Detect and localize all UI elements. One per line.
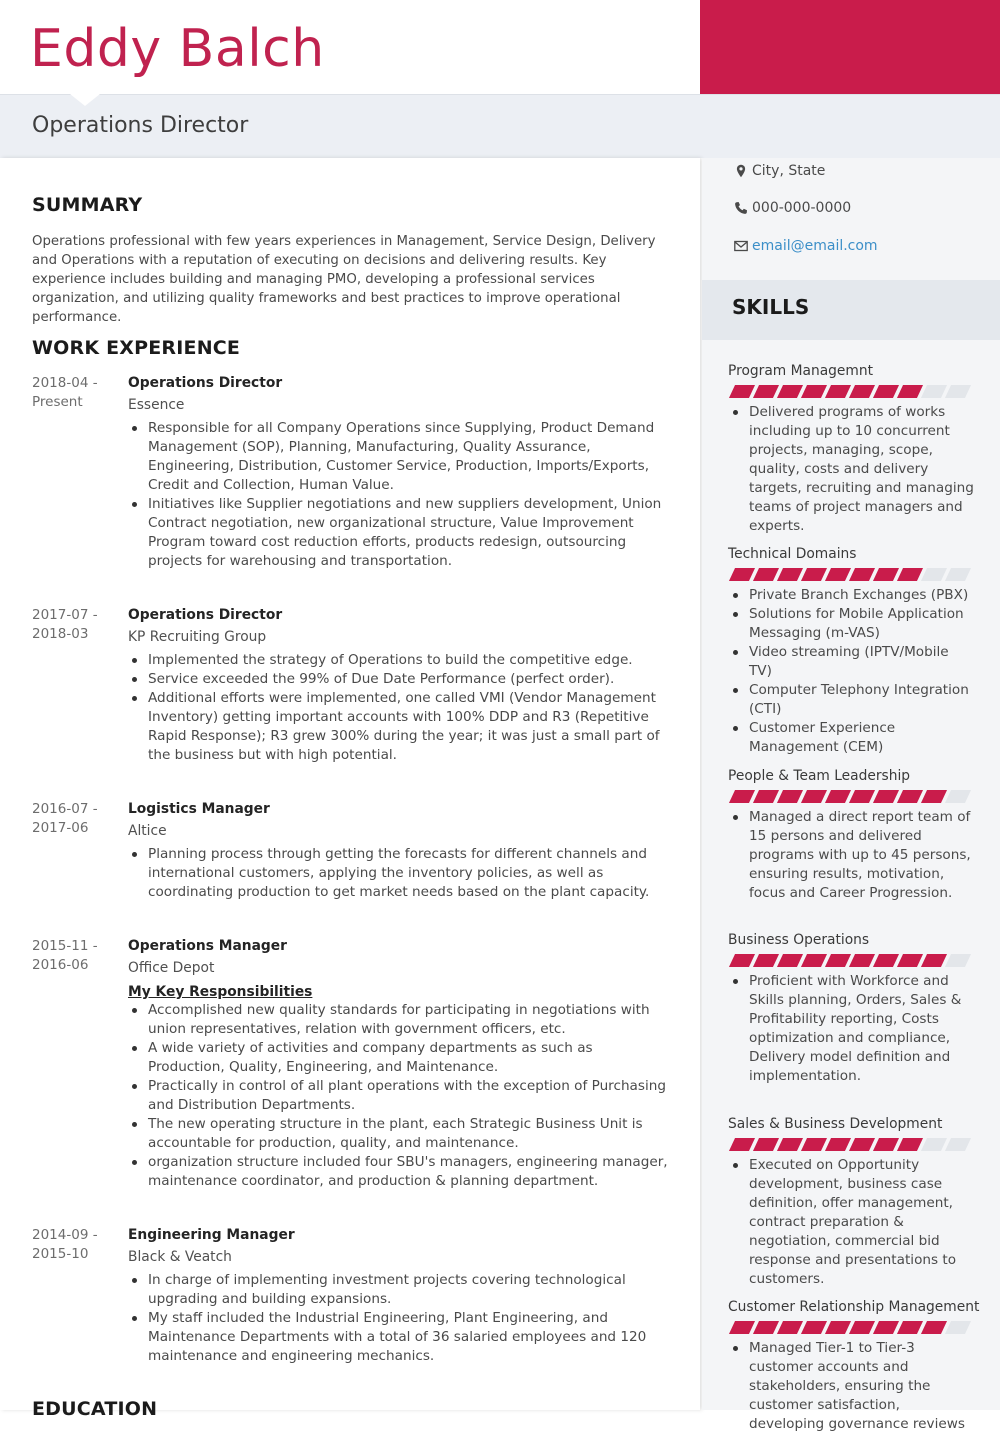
skill-segment-filled (873, 385, 899, 398)
skill-bullet: Managed Tier-1 to Tier-3 customer accounts and stakeholders, ensuring the customer satisfaction, developing governance reviews (749, 1339, 975, 1434)
skill-segment-filled (921, 790, 947, 803)
job-bullets (148, 651, 670, 765)
job-company: Altice (128, 823, 167, 839)
skill-segment-filled (801, 1138, 827, 1151)
skill-segment-filled (729, 568, 755, 581)
skill-segment-filled (777, 1138, 803, 1151)
skill-rating-bar (728, 1321, 972, 1335)
skill-segment-filled (921, 954, 947, 967)
job-bullet: Responsible for all Company Operations since Supplying, Product Demand Management (SOP), Planning, Manufacturing, Quality Assurance, Engineering, Distribution, Customer Service, Production, Imports/Exports, Credit and Collection, Human Value. (148, 419, 670, 495)
job-bullet: Additional efforts were implemented, one called VMI (Vendor Management Inventory) getting important accounts with 100% DDP and R3 (Repetitive Rapid Response); R3 grew 300% during the year; it was just a small part of the business but with high potential. (148, 689, 670, 765)
header-accent-block (700, 0, 1000, 94)
skill-segment-filled (873, 1321, 899, 1334)
skill-segment-filled (873, 790, 899, 803)
job-company: Essence (128, 397, 185, 413)
skill-rating-bar (728, 790, 972, 804)
job-dates: 2017-07 - 2018-03 (32, 607, 98, 642)
job-bullet: Planning process through getting the forecasts for different channels and international customers, applying the inventory policies, as well as coordinating production to get market needs based on the plant capacity. (148, 845, 670, 902)
skill-segment-filled (825, 1138, 851, 1151)
skill-bullet: Customer Experience Management (CEM) (749, 719, 975, 757)
job-bullet: In charge of implementing investment projects covering technological upgrading and building expansions. (148, 1271, 670, 1309)
skill-entry (728, 767, 996, 903)
job-bullet: A wide variety of activities and company departments as such as Production, Quality, Engineering, and Maintenance. (148, 1039, 670, 1077)
skill-segment-filled (897, 568, 923, 581)
skill-segment-filled (777, 954, 803, 967)
candidate-name: Eddy Balch (30, 19, 325, 79)
job-dates: 2018-04 - Present (32, 375, 98, 410)
job-bullets (148, 1001, 670, 1191)
skill-segment-filled (873, 568, 899, 581)
work-experience-heading: WORK EXPERIENCE (32, 337, 241, 359)
summary-heading: SUMMARY (32, 194, 143, 216)
skill-entry (728, 362, 996, 536)
sidebar (702, 158, 1000, 1432)
job-bullet: Accomplished new quality standards for participating in negotiations with union representatives, relation with government officers, etc. (148, 1001, 670, 1039)
job-company: Black & Veatch (128, 1249, 232, 1265)
envelope-icon (734, 239, 748, 253)
skill-bullets (749, 1339, 975, 1434)
phone-icon (734, 201, 748, 215)
skill-bullet: Private Branch Exchanges (PBX) (749, 586, 975, 605)
skill-segment-filled (801, 568, 827, 581)
skill-segment-filled (729, 790, 755, 803)
skill-segment-filled (849, 1321, 875, 1334)
skill-segment-filled (825, 790, 851, 803)
job-bullet: Implemented the strategy of Operations to build the competitive edge. (148, 651, 670, 670)
summary-text: Operations professional with few years experiences in Management, Service Design, Delivery and Operations with a reputation of executing on decisions and delivering results. Key experience includes building and managing PMO, developing a professional services organization, and utilizing quality frameworks and best practices to improve operational performance. (32, 234, 656, 325)
skill-segment-filled (777, 790, 803, 803)
skill-bullets (749, 403, 975, 536)
skill-segment-filled (825, 954, 851, 967)
skill-segment-filled (777, 385, 803, 398)
skill-entry (728, 545, 996, 757)
skill-entry (728, 1298, 996, 1434)
skill-segment-filled (849, 954, 875, 967)
job-company: KP Recruiting Group (128, 629, 267, 645)
skill-segment-filled (753, 1138, 779, 1151)
skill-segment-filled (729, 954, 755, 967)
skill-segment-filled (849, 568, 875, 581)
job-bullet: The new operating structure in the plant, each Strategic Business Unit is accountable for production, quality, and maintenance. (148, 1115, 670, 1153)
skill-segment-filled (753, 568, 779, 581)
job-bullet: Service exceeded the 99% of Due Date Performance (perfect order). (148, 670, 670, 689)
skill-bullets (749, 808, 975, 903)
skill-bullet: Video streaming (IPTV/Mobile TV) (749, 643, 975, 681)
skill-segment-filled (825, 1321, 851, 1334)
skill-segment-filled (849, 1138, 875, 1151)
skill-segment-filled (801, 954, 827, 967)
phone-text: 000-000-0000 (752, 200, 852, 216)
skill-bullet: Proficient with Workforce and Skills planning, Orders, Sales & Profitability reporting, Costs optimization and compliance, Delivery model definition and implementation. (749, 972, 975, 1086)
skill-segment-filled (921, 1321, 947, 1334)
skill-segment-filled (801, 385, 827, 398)
job-bullets (148, 419, 670, 571)
skill-bullet: Managed a direct report team of 15 persons and delivered programs with up to 45 persons, ensuring results, motivation, focus and Career Progression. (749, 808, 975, 903)
skill-name: Sales & Business Development (728, 1116, 943, 1132)
skill-segment-filled (873, 954, 899, 967)
skill-name: Customer Relationship Management (728, 1299, 980, 1315)
skill-segment-filled (897, 790, 923, 803)
job-title: Operations Director (32, 113, 249, 138)
skill-segment-filled (753, 790, 779, 803)
skill-segment-empty (945, 385, 971, 398)
email-link[interactable]: email@email.com (752, 238, 878, 254)
skill-segment-filled (897, 954, 923, 967)
job-bullets (148, 1271, 670, 1366)
job-role: Operations Director (128, 375, 283, 391)
skill-segment-filled (897, 1321, 923, 1334)
skill-segment-filled (753, 385, 779, 398)
skill-bullet: Delivered programs of works including up to 10 concurrent projects, managing, scope, quality, costs and delivery targets, recruiting and managing teams of project managers and experts. (749, 404, 974, 534)
skill-name: People & Team Leadership (728, 768, 911, 784)
job-bullets (148, 845, 670, 902)
skill-segment-empty (921, 568, 947, 581)
job-dates: 2014-09 - 2015-10 (32, 1227, 98, 1262)
skill-segment-filled (825, 385, 851, 398)
skill-name: Technical Domains (728, 546, 857, 562)
skill-segment-filled (897, 1138, 923, 1151)
skill-segment-filled (825, 568, 851, 581)
skill-segment-empty (945, 1138, 971, 1151)
job-role: Operations Director (128, 607, 283, 623)
job-role: Operations Manager (128, 938, 287, 954)
skill-segment-empty (945, 1321, 971, 1334)
skill-rating-bar (728, 954, 972, 968)
skill-name: Business Operations (728, 932, 870, 948)
job-bullet: Initiatives like Supplier negotiations and new suppliers development, Union Contract negotiation, new organizational structure, Value Improvement Program toward cost reduction efforts, products redesign, outsourcing projects for warehousing and transportation. (148, 495, 670, 571)
header-notch (70, 94, 100, 106)
skill-rating-bar (728, 385, 972, 399)
skill-segment-filled (753, 954, 779, 967)
job-bullet: organization structure included four SBU's managers, engineering manager, maintenance coordinator, and production & planning department. (148, 1153, 670, 1191)
education-heading: EDUCATION (32, 1398, 158, 1420)
skill-segment-filled (849, 790, 875, 803)
job-role: Logistics Manager (128, 801, 270, 817)
job-dates: 2015-11 - 2016-06 (32, 938, 98, 973)
skill-segment-filled (801, 1321, 827, 1334)
job-subheading: My Key Responsibilities (128, 984, 313, 1000)
skill-entry (728, 931, 996, 1086)
skill-rating-bar (728, 568, 972, 582)
skill-segment-filled (729, 1321, 755, 1334)
job-bullet: Practically in control of all plant operations with the exception of Purchasing and Distribution Departments. (148, 1077, 670, 1115)
header-bar (0, 0, 700, 94)
skill-bullets (749, 972, 975, 1086)
skill-entry (728, 1115, 996, 1289)
job-bullet: My staff included the Industrial Engineering, Plant Engineering, and Maintenance Departments with a total of 36 salaried employees and 120 maintenance and engineering mechanics. (148, 1309, 670, 1366)
skill-bullets (749, 586, 975, 757)
skill-segment-filled (801, 790, 827, 803)
skill-segment-filled (729, 1138, 755, 1151)
main-column (0, 158, 700, 1420)
skill-segment-empty (945, 954, 971, 967)
skill-bullet: Computer Telephony Integration (CTI) (749, 681, 975, 719)
skill-segment-filled (897, 385, 923, 398)
skill-segment-empty (945, 568, 971, 581)
skill-segment-filled (777, 568, 803, 581)
skill-bullets (749, 1156, 975, 1289)
skill-segment-filled (729, 385, 755, 398)
job-role: Engineering Manager (128, 1227, 295, 1243)
skill-segment-empty (921, 385, 947, 398)
map-pin-icon (734, 164, 748, 178)
skill-segment-empty (921, 1138, 947, 1151)
skill-bullet: Solutions for Mobile Application Messaging (m-VAS) (749, 605, 975, 643)
skill-bullet: Executed on Opportunity development, business case definition, offer management, contract preparation & negotiation, commercial bid response and presentations to customers. (749, 1156, 975, 1289)
skill-rating-bar (728, 1138, 972, 1152)
skill-segment-filled (849, 385, 875, 398)
skill-name: Program Managemnt (728, 363, 873, 379)
skill-segment-empty (945, 790, 971, 803)
skills-heading: SKILLS (732, 295, 810, 319)
skill-segment-filled (873, 1138, 899, 1151)
skill-segment-filled (777, 1321, 803, 1334)
location-text: City, State (752, 163, 826, 179)
job-company: Office Depot (128, 960, 215, 976)
skill-segment-filled (753, 1321, 779, 1334)
job-dates: 2016-07 - 2017-06 (32, 801, 98, 836)
